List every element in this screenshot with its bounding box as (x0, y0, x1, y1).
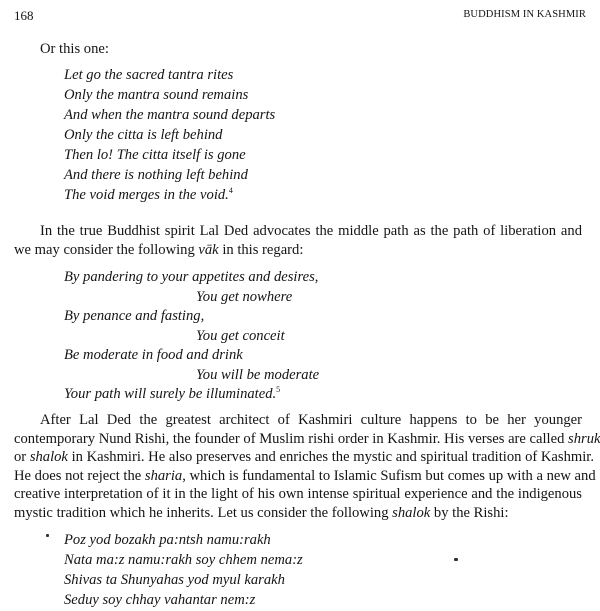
text-span: or (14, 449, 30, 465)
poem-line: Let go the sacred tantra rites (64, 67, 234, 83)
paragraph-1 (14, 222, 582, 259)
term: shalok (392, 504, 431, 521)
poem-line: By pandering to your appetites and desires, (64, 269, 319, 285)
poem-line: By penance and fasting, (64, 308, 205, 324)
paragraph-line (14, 504, 582, 523)
text-span: , which is fundamental to Islamic Sufism but comes up with a new and (182, 467, 596, 484)
paragraph-line: creative interpretation of it in the light of his own intense spiritual experience and the indigenous (14, 486, 582, 502)
poem-line: Only the mantra sound remains (64, 87, 249, 103)
term: shruk (568, 430, 600, 447)
poem-line: You get nowhere (196, 289, 293, 305)
paragraph-line: In the true Buddhist spirit Lal Ded advocates the middle path as the path of liberation and (40, 223, 582, 239)
poem-line: Seduy soy chhay vahantar nem:z (64, 592, 256, 608)
paragraph-line (14, 430, 600, 449)
page-number: 168 (14, 8, 34, 23)
term: sharia (144, 467, 183, 484)
poem-line: And when the mantra sound departs (64, 107, 276, 123)
text-span: He does not reject the (14, 467, 145, 484)
ink-speck (454, 558, 458, 561)
running-title: BUDDHISM IN KASHMIR (463, 9, 586, 20)
footnote-marker: 5 (276, 385, 281, 394)
text-span: contemporary Nund Rishi, the founder of Muslim rishi order in Kashmir. His verses are called (14, 430, 569, 447)
term: shalok (29, 449, 68, 465)
poem-line: Poz yod bozakh pa:ntsh namu:rakh (64, 532, 271, 548)
text-span: we may consider the following (14, 241, 199, 258)
ink-speck (46, 534, 49, 537)
poem-line: Be moderate in food and drink (64, 347, 243, 363)
paragraph-2 (14, 411, 600, 522)
paragraph-line (14, 467, 596, 486)
intro-text: Or this one: (40, 41, 109, 57)
poem-line: Shivas ta Shunyahas yod myul karakh (64, 572, 285, 588)
text-span: in this regard: (218, 241, 304, 258)
page-header (14, 8, 586, 24)
poem-line: And there is nothing left behind (64, 167, 248, 183)
footnote-marker: 4 (228, 186, 233, 195)
poem-line-text: Your path will surely be illuminated. (64, 386, 277, 402)
term: vāk (198, 241, 219, 258)
poem-line: You will be moderate (196, 367, 320, 383)
paragraph-line: After Lal Ded the greatest architect of Kashmiri culture happens to be her younger (40, 412, 582, 428)
poem-line-text: The void merges in the void. (64, 187, 229, 203)
poem-line-last (64, 186, 233, 204)
poem-line: Then lo! The citta itself is gone (64, 147, 246, 163)
paragraph-line (14, 241, 582, 260)
poem-line: Nata ma:z namu:rakh soy chhem nema:z (64, 552, 303, 568)
paragraph-line (14, 448, 594, 467)
text-span: in Kashmiri. He also preserves and enriches the mystic and spiritual tradition of Kashmir. (67, 449, 594, 465)
text-span: by the Rishi: (430, 504, 509, 521)
poem-line-last (64, 385, 280, 403)
poem-line: You get conceit (196, 328, 285, 344)
text-span: mystic tradition which he inherits. Let us consider the following (14, 504, 393, 521)
poem-line: Only the citta is left behind (64, 127, 223, 143)
